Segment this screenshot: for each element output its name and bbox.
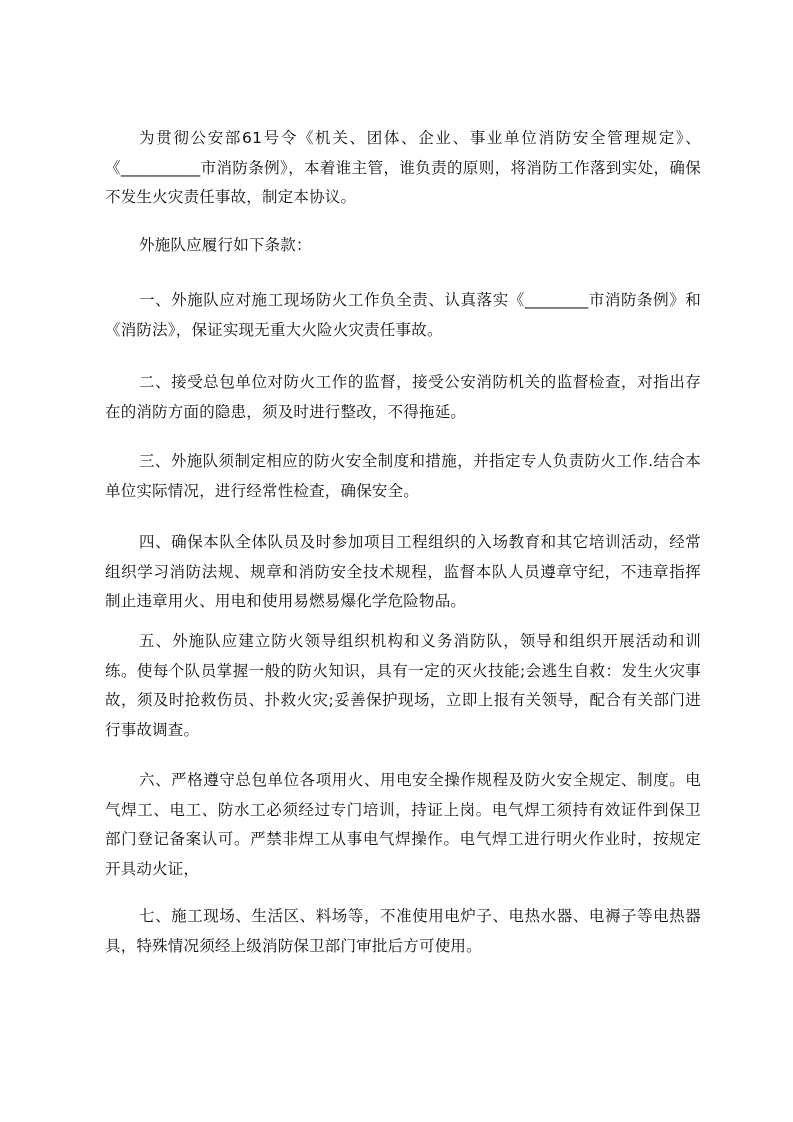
clause-1: 一、外施队应对施工现场防火工作负全责、认真落实《________市消防条例》和《消防法》，保证实现无重大火险火灾责任事故。 [105, 291, 701, 339]
clause-2: 二、接受总包单位对防火工作的监督，接受公安消防机关的监督检查，对指出存在的消防方面的隐患，须及时进行整改，不得拖延。 [105, 373, 701, 421]
clause-4: 四、确保本队全体队员及时参加项目工程组织的入场教育和其它培训活动，经常组织学习消防法规、规章和消防安全技术规程，监督本队人员遵章守纪，不违章指挥制止违章用火、用电和使用易燃易爆化学危险物品。 [105, 533, 701, 610]
clauses-heading: 外施队应履行如下条款： [139, 236, 312, 254]
clause-6: 六、严格遵守总包单位各项用火、用电安全操作规程及防火安全规定、制度。电气焊工、电工、防水工必须经过专门培训，持证上岗。电气焊工须持有效证件到保卫部门登记备案认可。严禁非焊工从事电气焊操作。电气焊工进行明火作业时，按规定开具动火证， [105, 771, 701, 878]
clause-3: 三、外施队须制定相应的防火安全制度和措施，并指定专人负责防火工作.结合本单位实际情况，进行经常性检查，确保安全。 [105, 452, 701, 500]
intro-paragraph: 为贯彻公安部61号令《机关、团体、企业、事业单位消防安全管理规定》、《__________市消防条例》，本着谁主管，谁负责的原则，将消防工作落到实处，确保不发生火灾责任事故，制定本协议。 [105, 129, 701, 206]
clause-7: 七、施工现场、生活区、料场等，不准使用电炉子、电热水器、电褥子等电热器具，特殊情况须经上级消防保卫部门审批后方可使用。 [105, 907, 701, 955]
clause-5: 五、外施队应建立防火领导组织机构和义务消防队，领导和组织开展活动和训练。使每个队员掌握一般的防火知识，具有一定的灭火技能;会逃生自救：发生火灾事故，须及时抢救伤员、扑救火灾;妥善保护现场，立即上报有关领导，配合有关部门进行事故调查。 [105, 632, 701, 739]
